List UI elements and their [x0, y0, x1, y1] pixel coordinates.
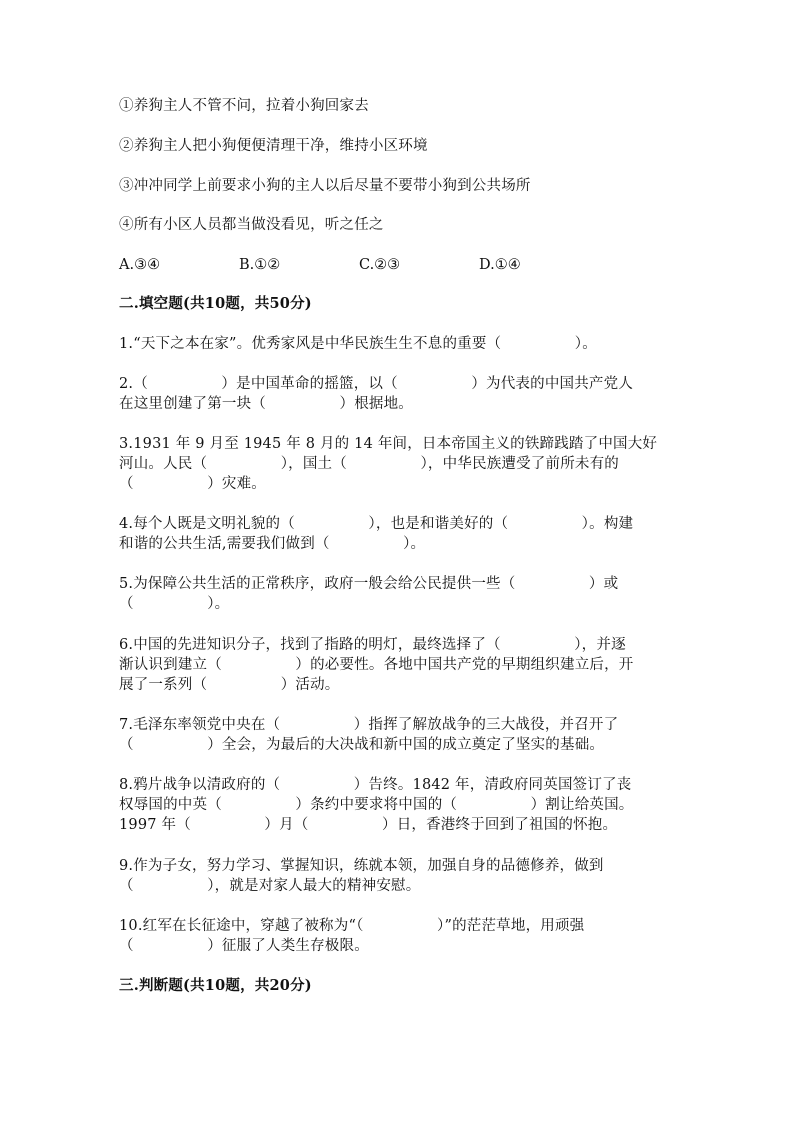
question-7-line-2: （ ）全会，为最后的大决战和新中国的成立奠定了坚实的基础。 — [119, 737, 605, 753]
question-3-line-3: （ ）灾难。 — [119, 476, 266, 492]
choice-statement-3: ③冲冲同学上前要求小狗的主人以后尽量不要带小狗到公共场所 — [119, 178, 531, 194]
option-b: B.①② — [239, 257, 281, 273]
question-7-line-1: 7.毛泽东率领党中央在（ ）指挥了解放战争的三大战役，并召开了 — [119, 717, 619, 733]
question-6-line-2: 渐认识到建立（ ）的必要性。各地中国共产党的早期组织建立后，开 — [119, 657, 634, 673]
question-9-line-1: 9.作为子女，努力学习、掌握知识，练就本领，加强自身的品德修养，做到 — [119, 858, 604, 874]
question-2-line-2: 在这里创建了第一块（ ）根据地。 — [119, 396, 413, 412]
question-8-line-1: 8.鸦片战争以清政府的（ ）告终。1842 年，清政府同英国签订了丧 — [119, 777, 632, 793]
question-1-line-1: 1.“天下之本在家”。优秀家风是中华民族生生不息的重要（ ）。 — [119, 336, 597, 352]
choice-statement-1: ①养狗主人不管不问，拉着小狗回家去 — [119, 98, 369, 114]
question-3-line-1: 3.1931 年 9 月至 1945 年 8 月的 14 年间，日本帝国主义的铁蹄践踏了中国大好 — [119, 436, 658, 452]
question-5-line-2: （ ）。 — [119, 596, 230, 612]
question-8-line-3: 1997 年（ ）月（ ）日，香港终于回到了祖国的怀抱。 — [119, 817, 618, 833]
question-6-line-3: 展了一系列（ ）活动。 — [119, 677, 340, 693]
option-c: C.②③ — [359, 257, 401, 273]
section-2-heading: 二.填空题(共10题，共50分) — [119, 295, 312, 312]
question-4-line-1: 4.每个人既是文明礼貌的（ ），也是和谐美好的（ ）。构建 — [119, 516, 634, 532]
question-3-line-2: 河山。人民（ ），国土（ ），中华民族遭受了前所未有的 — [119, 456, 619, 472]
option-a: A.③④ — [119, 257, 161, 273]
question-4-line-2: 和谐的公共生活,需要我们做到（ ）。 — [119, 536, 426, 552]
question-2-line-1: 2.（ ）是中国革命的摇篮，以（ ）为代表的中国共产党人 — [119, 376, 634, 392]
question-9-line-2: （ ），就是对家人最大的精神安慰。 — [119, 878, 421, 894]
question-10-line-1: 10.红军在长征途中，穿越了被称为“（ ）”的茫茫草地，用顽强 — [119, 918, 585, 934]
section-3-heading: 三.判断题(共10题，共20分) — [119, 977, 312, 994]
choice-statement-2: ②养狗主人把小狗便便清理干净，维持小区环境 — [119, 138, 428, 154]
choice-statement-4: ④所有小区人员都当做没看见，听之任之 — [119, 217, 384, 233]
option-d: D.①④ — [479, 257, 521, 273]
question-10-line-2: （ ）征服了人类生存极限。 — [119, 938, 369, 954]
question-5-line-1: 5.为保障公共生活的正常秩序，政府一般会给公民提供一些（ ）或 — [119, 576, 619, 592]
question-8-line-2: 权辱国的中英（ ）条约中要求将中国的（ ）割让给英国。 — [119, 797, 634, 813]
question-6-line-1: 6.中国的先进知识分子，找到了指路的明灯，最终选择了（ ），并逐 — [119, 637, 626, 653]
